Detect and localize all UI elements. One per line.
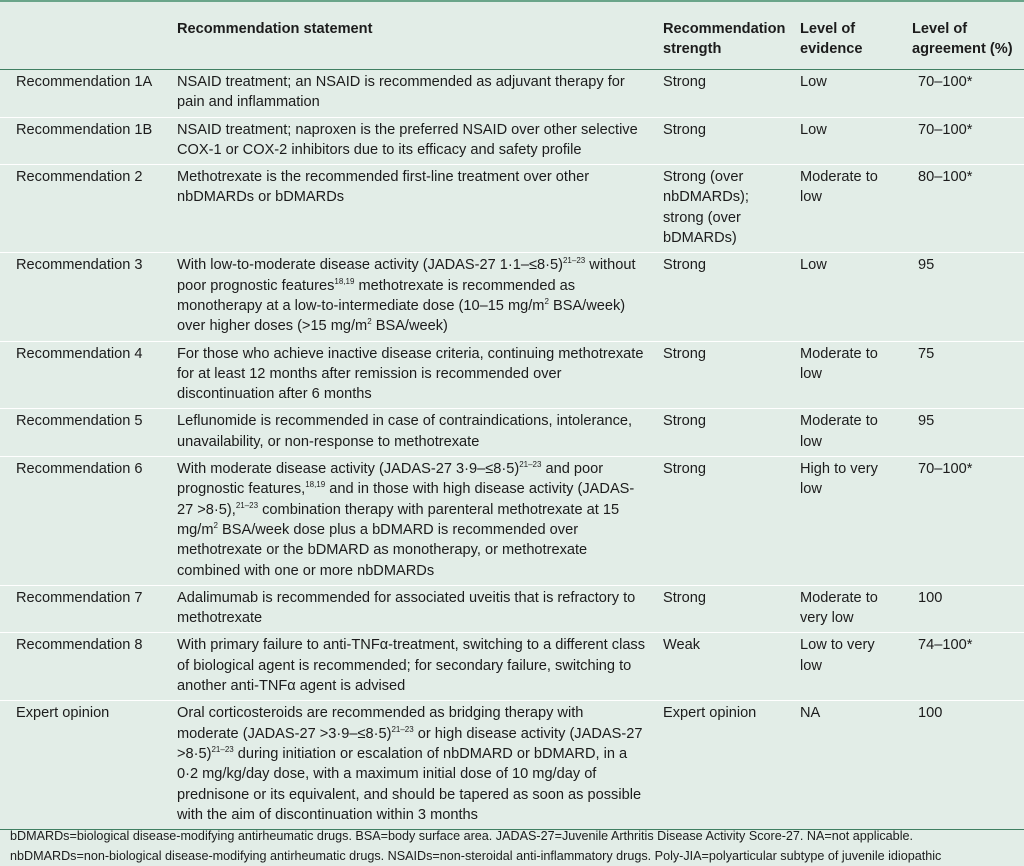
header-empty [0,8,166,70]
footnote-line-1: bDMARDs=biological disease-modifying antirheumatic drugs. BSA=body surface area. JADAS-27=Juvenile Arthritis Disease Activity Score-27. NA=not applicable. [10,829,913,843]
superscript: 21–23 [211,744,234,754]
row-evidence: Low [789,117,901,165]
row-evidence: Moderate to very low [789,585,901,633]
superscript: 2 [213,520,218,530]
table-row [0,457,1024,586]
row-statement: Methotrexate is the recommended first-line treatment over other nbDMARDs or bDMARDs [166,165,652,253]
row-name: Recommendation 1B [0,117,166,165]
superscript: 2 [367,317,372,327]
statement-text: and poor prognostic features, [177,461,604,498]
header-statement: Recommendation statement [166,8,652,70]
statement-text: BSA/week dose plus a bDMARD is recommended over methotrexate or the bDMARD as monotherapy, or methotrexate combined with one or more nbDMARDs [177,521,588,579]
superscript: 21–23 [235,500,259,510]
table-row [0,341,1024,409]
row-name: Recommendation 6 [0,457,166,586]
row-evidence: NA [789,701,901,830]
row-strength: Strong [652,253,789,341]
row-name: Recommendation 7 [0,585,166,633]
row-agreement: 95 [901,253,1024,341]
row-evidence: Low [789,70,901,118]
row-statement: Leflunomide is recommended in case of contraindications, intolerance, unavailability, or non-response to methotrexate [166,409,652,457]
row-statement [166,253,652,341]
row-agreement: 70–100* [901,70,1024,118]
row-agreement: 70–100* [901,117,1024,165]
statement-text: methotrexate is recommended as monotherapy at a low-to-intermediate dose (10–15 mg/m [177,277,576,314]
row-strength: Strong [652,585,789,633]
row-strength: Weak [652,633,789,701]
statement-text: With moderate disease activity (JADAS-27 3·9–≤8·5) [177,461,520,478]
row-evidence: Moderate to low [789,165,901,253]
statement-text: With low-to-moderate disease activity (JADAS-27 1·1–≤8·5) [177,257,563,274]
statement-text: BSA/week) over higher doses (>15 mg/m [177,297,626,335]
table-footnote [10,826,1020,866]
row-strength: Strong [652,70,789,118]
row-statement [166,701,652,830]
table-row [0,253,1024,341]
table-row [0,585,1024,633]
row-statement: Adalimumab is recommended for associated uveitis that is refractory to methotrexate [166,585,652,633]
row-statement: For those who achieve inactive disease criteria, continuing methotrexate for at least 12 months after remission is recommended over discontinuation after 6 months [166,341,652,409]
table-row [0,117,1024,165]
row-agreement: 100 [901,701,1024,830]
statement-text: during initiation or escalation of nbDMARD or bDMARD, in a 0·2 mg/kg/day dose, with a maximum initial dose of 10 mg/day of prednisone or its equivalent, and should be tapered as soon as possible with the aim of discontinuation within 3 months [177,745,642,823]
table-body [0,70,1024,830]
row-statement [166,457,652,586]
row-name: Recommendation 4 [0,341,166,409]
row-strength: Strong [652,341,789,409]
statement-text: Oral corticosteroids are recommended as bridging therapy with moderate (JADAS-27 >3·9–≤8·5) [177,705,584,742]
table-row [0,701,1024,830]
row-evidence: Low [789,253,901,341]
row-name: Recommendation 1A [0,70,166,118]
superscript: 18,19 [305,480,326,490]
row-statement: NSAID treatment; an NSAID is recommended as adjuvant therapy for pain and inflammation [166,70,652,118]
row-strength: Strong [652,409,789,457]
table-row [0,409,1024,457]
row-evidence: High to very low [789,457,901,586]
recommendations-table [0,8,1024,830]
superscript: 21–23 [519,460,542,470]
row-name: Recommendation 5 [0,409,166,457]
row-strength: Strong (over nbDMARDs); strong (over bDMARDs) [652,165,789,253]
row-name: Recommendation 8 [0,633,166,701]
row-name: Recommendation 3 [0,253,166,341]
row-statement: With primary failure to anti-TNFα-treatment, switching to a different class of biological agent is recommended; for secondary failure, switching to another anti-TNFα agent is advised [166,633,652,701]
superscript: 2 [544,296,549,306]
row-agreement: 95 [901,409,1024,457]
row-evidence: Moderate to low [789,341,901,409]
superscript: 18,19 [334,276,355,286]
row-agreement: 100 [901,585,1024,633]
footnote-line-2: nbDMARDs=non-biological disease-modifying antirheumatic drugs. NSAIDs=non-steroidal anti-inflammatory drugs. Poly-JIA=polyarticular subtype of juvenile idiopathic [10,849,942,863]
row-name: Recommendation 2 [0,165,166,253]
row-evidence: Moderate to low [789,409,901,457]
row-strength: Strong [652,457,789,586]
row-strength: Expert opinion [652,701,789,830]
header-evidence: Level of evidence [789,8,901,70]
row-agreement: 80–100* [901,165,1024,253]
statement-text: combination therapy with parenteral methotrexate at 15 mg/m [177,501,620,538]
row-evidence: Low to very low [789,633,901,701]
table-row [0,165,1024,253]
statement-text: or high disease activity (JADAS-27 >8·5) [177,725,643,762]
table-row [0,70,1024,118]
table-row [0,633,1024,701]
superscript: 21–23 [391,724,414,734]
row-agreement: 74–100* [901,633,1024,701]
row-name: Expert opinion [0,701,166,830]
row-statement: NSAID treatment; naproxen is the preferred NSAID over other selective COX-1 or COX-2 inhibitors due to its efficacy and safety profile [166,117,652,165]
header-agreement: Level of agreement (%) [901,8,1024,70]
row-strength: Strong [652,117,789,165]
superscript: 21–23 [562,256,586,266]
statement-text: BSA/week) [371,318,448,335]
header-strength: Recommendation strength [652,8,789,70]
row-agreement: 70–100* [901,457,1024,586]
row-agreement: 75 [901,341,1024,409]
statement-text: and in those with high disease activity (JADAS-27 >8·5), [177,481,635,518]
statement-text: without poor prognostic features [177,257,636,294]
table-header-row [0,8,1024,70]
